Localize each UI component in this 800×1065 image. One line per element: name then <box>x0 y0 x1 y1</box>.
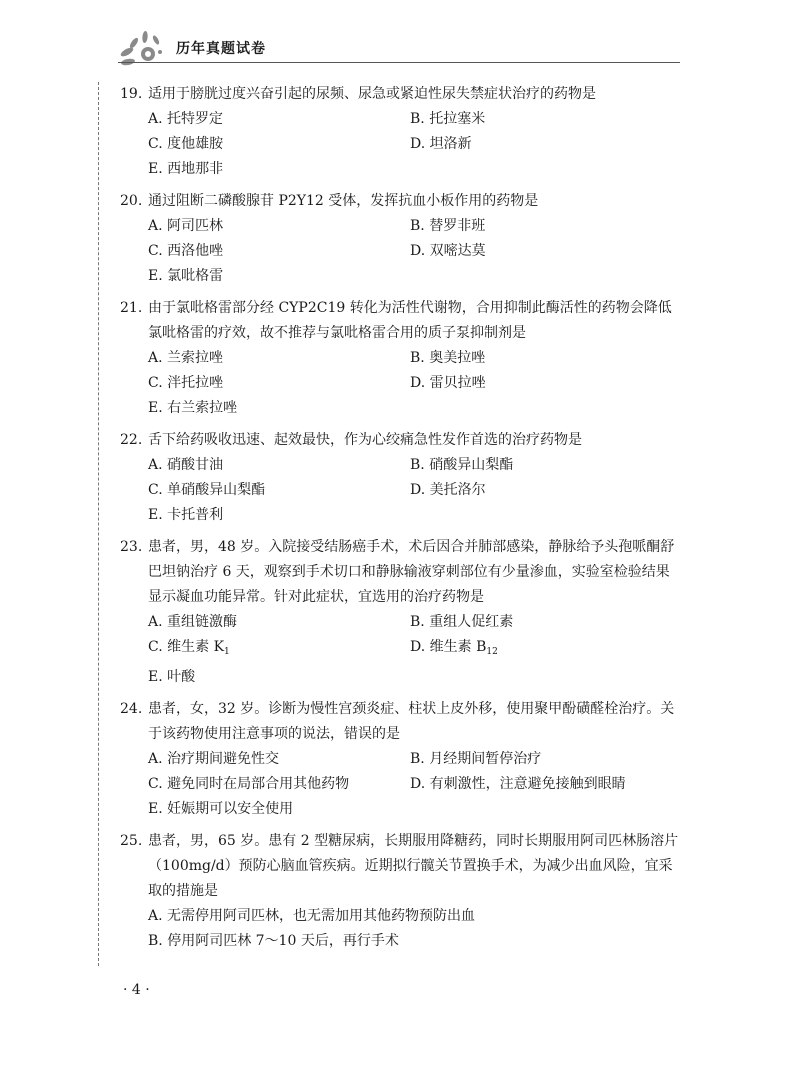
option-text: 硝酸异山梨酯 <box>429 457 514 473</box>
question-text: 患者，男，65 岁。患有 2 型糖尿病，长期服用降糖药，同时长期服用阿司匹林肠溶片（100mg/d）预防心脑血管疾病。近期拟行髋关节置换手术，为减少出血风险，宜采取的措施是 <box>148 833 679 899</box>
option-text: 维生素 K <box>167 639 225 655</box>
option-text: 西地那非 <box>167 161 224 177</box>
option-label: B. <box>410 614 425 630</box>
page-header <box>0 0 800 80</box>
option-text: 替罗非班 <box>429 218 486 234</box>
option-list <box>120 214 680 289</box>
option-label: D. <box>410 136 426 152</box>
option-text: 硝酸甘油 <box>167 457 224 473</box>
option-label: A. <box>148 218 163 234</box>
option-text: 兰索拉唑 <box>167 350 224 366</box>
page-number: · 4 · <box>123 982 150 998</box>
answer-option <box>148 157 680 182</box>
question-item <box>120 189 680 289</box>
option-text: 维生素 B <box>429 639 487 655</box>
answer-option <box>410 478 672 503</box>
option-text: 托拉塞米 <box>429 111 486 127</box>
question-number: 22. <box>120 432 143 448</box>
question-number: 21. <box>120 300 143 316</box>
option-label: B. <box>410 350 425 366</box>
option-text: 泮托拉唑 <box>167 375 224 391</box>
question-text: 通过阻断二磷酸腺苷 P2Y12 受体，发挥抗血小板作用的药物是 <box>148 193 539 209</box>
question-text: 适用于膀胱过度兴奋引起的尿频、尿急或紧迫性尿失禁症状治疗的药物是 <box>148 86 596 102</box>
option-text: 重组人促红素 <box>429 614 514 630</box>
option-list <box>120 610 680 690</box>
option-text: 度他雄胺 <box>167 136 224 152</box>
question-item <box>120 829 680 954</box>
answer-option <box>148 478 410 503</box>
option-label: C. <box>148 243 163 259</box>
question-text: 由于氯吡格雷部分经 CYP2C19 转化为活性代谢物，合用抑制此酶活性的药物会降低氯吡格雷的疗效，故不推荐与氯吡格雷合用的质子泵抑制剂是 <box>148 300 672 341</box>
answer-option <box>410 107 672 132</box>
option-label: C. <box>148 639 163 655</box>
answer-option <box>148 904 680 929</box>
question-item <box>120 697 680 822</box>
question-number: 24. <box>120 701 143 717</box>
answer-option <box>148 503 680 528</box>
option-label: C. <box>148 375 163 391</box>
option-label: A. <box>148 350 163 366</box>
answer-option <box>148 929 680 954</box>
option-label: C. <box>148 136 163 152</box>
answer-option <box>410 371 672 396</box>
option-label: E. <box>148 507 163 523</box>
option-label: A. <box>148 614 163 630</box>
option-text: 双嘧达莫 <box>429 243 486 259</box>
question-item <box>120 428 680 528</box>
option-label: E. <box>148 669 163 685</box>
answer-option <box>148 665 680 690</box>
answer-option <box>148 371 410 396</box>
question-number: 23. <box>120 539 143 555</box>
question-stem <box>120 829 680 904</box>
answer-option <box>410 635 672 665</box>
answer-option <box>148 396 680 421</box>
question-stem <box>120 697 680 747</box>
option-text: 单硝酸异山梨酯 <box>167 482 266 498</box>
option-text: 重组链激酶 <box>167 614 238 630</box>
option-list <box>120 107 680 182</box>
answer-option <box>148 239 410 264</box>
option-list <box>120 904 680 954</box>
question-number: 20. <box>120 193 143 209</box>
answer-option <box>148 610 410 635</box>
option-label: C. <box>148 482 163 498</box>
question-item <box>120 296 680 421</box>
option-text: 美托洛尔 <box>429 482 486 498</box>
option-text: 氯吡格雷 <box>167 268 224 284</box>
question-text: 舌下给药吸收迅速、起效最快，作为心绞痛急性发作首选的治疗药物是 <box>148 432 582 448</box>
answer-option <box>148 453 410 478</box>
answer-option <box>410 239 672 264</box>
option-text: 叶酸 <box>167 669 196 685</box>
option-text: 有刺激性，注意避免接触到眼睛 <box>429 776 626 792</box>
option-label: A. <box>148 111 163 127</box>
binding-margin-line <box>98 82 99 966</box>
answer-option <box>410 453 672 478</box>
option-label: B. <box>410 457 425 473</box>
option-label: B. <box>410 218 425 234</box>
answer-option <box>410 346 672 371</box>
question-stem <box>120 535 680 610</box>
option-label: B. <box>410 111 425 127</box>
option-text: 右兰索拉唑 <box>167 400 238 416</box>
question-stem <box>120 189 680 214</box>
option-label: D. <box>410 639 426 655</box>
answer-option <box>148 346 410 371</box>
option-label: B. <box>410 751 425 767</box>
option-text: 阿司匹林 <box>167 218 224 234</box>
option-label: E. <box>148 268 163 284</box>
answer-option <box>148 772 410 797</box>
question-text: 患者，男，48 岁。入院接受结肠癌手术，术后因合并肺部感染，静脉给予头孢哌酮舒巴坦钠治疗 6 天，观察到手术切口和静脉输液穿刺部位有少量渗血，实验室检验结果显示凝血功能异常。针对此症状，宜选用的治疗药物是 <box>148 539 675 605</box>
answer-option <box>148 132 410 157</box>
header-title: 历年真题试卷 <box>176 41 266 57</box>
option-label: E. <box>148 161 163 177</box>
answer-option <box>148 107 410 132</box>
answer-option <box>148 264 680 289</box>
question-stem <box>120 296 680 346</box>
question-number: 25. <box>120 833 143 849</box>
option-list <box>120 346 680 421</box>
option-label: E. <box>148 400 163 416</box>
option-text: 雷贝拉唑 <box>429 375 486 391</box>
option-label: D. <box>410 375 426 391</box>
option-text: 停用阿司匹林 7～10 天后，再行手术 <box>167 933 399 949</box>
question-stem <box>120 428 680 453</box>
option-label: B. <box>148 933 163 949</box>
option-text: 西洛他唑 <box>167 243 224 259</box>
option-text: 妊娠期可以安全使用 <box>167 801 294 817</box>
question-item <box>120 535 680 690</box>
question-item <box>120 82 680 182</box>
option-text: 月经期间暂停治疗 <box>429 751 542 767</box>
answer-option <box>148 747 410 772</box>
answer-option <box>410 610 672 635</box>
question-text: 患者，女，32 岁。诊断为慢性宫颈炎症、柱状上皮外移，使用聚甲酚磺醛栓治疗。关于该药物使用注意事项的说法，错误的是 <box>148 701 675 742</box>
option-text: 避免同时在局部合用其他药物 <box>167 776 350 792</box>
question-list <box>120 82 680 961</box>
option-label: D. <box>410 776 426 792</box>
header-divider <box>118 62 680 63</box>
option-text: 卡托普利 <box>167 507 224 523</box>
answer-option <box>148 214 410 239</box>
answer-option <box>148 635 410 665</box>
question-number: 19. <box>120 86 143 102</box>
option-text: 托特罗定 <box>167 111 224 127</box>
option-label: D. <box>410 482 426 498</box>
option-text: 无需停用阿司匹林，也无需加用其他药物预防出血 <box>167 908 476 924</box>
option-label: A. <box>148 751 163 767</box>
option-text: 治疗期间避免性交 <box>167 751 280 767</box>
answer-option <box>410 772 672 797</box>
answer-option <box>410 747 672 772</box>
answer-option <box>148 797 680 822</box>
option-label: E. <box>148 801 163 817</box>
option-subscript: 1 <box>224 647 230 657</box>
option-list <box>120 453 680 528</box>
option-label: A. <box>148 908 163 924</box>
answer-option <box>410 132 672 157</box>
option-label: A. <box>148 457 163 473</box>
question-stem <box>120 82 680 107</box>
option-list <box>120 747 680 822</box>
option-label: C. <box>148 776 163 792</box>
option-text: 奥美拉唑 <box>429 350 486 366</box>
option-text: 坦洛新 <box>429 136 472 152</box>
option-label: D. <box>410 243 426 259</box>
answer-option <box>410 214 672 239</box>
option-subscript: 12 <box>486 647 498 657</box>
